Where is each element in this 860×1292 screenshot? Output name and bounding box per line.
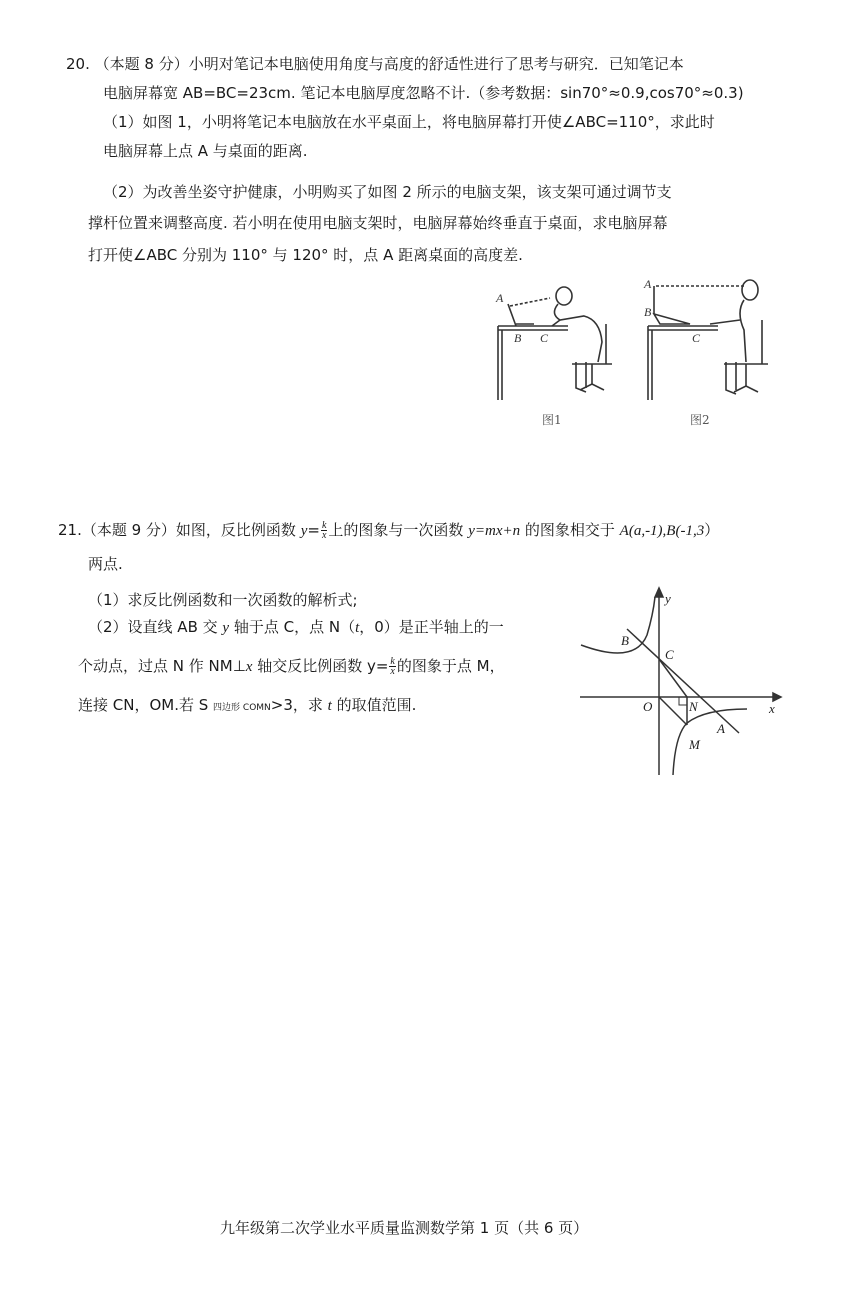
graph-label-n: N [689,699,698,714]
q21-text-b: 上的图象与一次函数 [328,521,469,539]
q21-p2-sub: 四边形 COMN [213,703,271,713]
graph-label-a: A [717,721,725,736]
q21-function-graph [575,585,785,780]
q21-p2-y: y [222,620,230,636]
q21-p2-e: 轴交反比例函数 y= [252,657,389,675]
q21-text-c: 的图象相交于 [520,521,620,539]
q21-line-1 [58,520,719,541]
q21-p2-g: 连接 CN，OM.若 S [78,696,214,714]
q21-part2-line-3 [78,695,416,718]
graph-label-y: y [665,591,671,606]
q21-fraction-k-over-x: $\frac{k}{x}$ [321,520,327,541]
q21-intro-text: 21.（本题 9 分）如图，反比例函数 [58,521,301,539]
q20-part2-line-3: 打开使∠ABC 分别为 110° 与 120° 时，点 A 距离桌面的高度差. [88,246,523,264]
q21-fraction-k-over-x-2: $\frac{k}{x}$ [390,656,395,677]
q21-line-2: 两点. [88,555,123,573]
q20-part2-line-1: （2）为改善坐姿守护健康，小明购买了如图 2 所示的电脑支架，该支架可通过调节支 [103,183,672,201]
q21-p2-d: 个动点，过点 N 作 NM⊥ [78,657,246,675]
graph-label-c: C [665,647,674,662]
q21-points: A(a,-1),B(-1,3 [619,523,705,539]
q21-p2-f: 的图象于点 M， [396,657,505,675]
q20-part1-line-2: 电脑屏幕上点 A 与桌面的距离. [103,142,308,160]
q21-p2-x: x [245,659,253,675]
q21-p2-i: 的取值范围. [331,696,417,714]
q21-linear-fn: y=mx+n [468,523,521,539]
q20-part2-line-2: 撑杆位置来调整高度. 若小明在使用电脑支架时，电脑屏幕始终垂直于桌面，求电脑屏幕 [88,214,668,232]
q21-part2-line-1 [88,617,504,638]
q21-part2-line-2 [78,656,505,677]
figure-1-laptop-desk [490,280,630,430]
fig2-label-c: C [692,331,701,345]
fig1-label-c: C [540,331,549,345]
q21-var-y: y [300,523,308,539]
fig2-label-a: A [644,277,652,291]
q21-equals: = [307,521,320,539]
graph-label-b: B [621,633,629,648]
fig1-caption: 图1 [542,413,562,427]
graph-label-m: M [689,737,700,752]
fig1-label-a: A [496,291,504,305]
q21-p2-t: t [355,620,360,636]
q20-part1-line-1: （1）如图 1，小明将笔记本电脑放在水平桌面上，将电脑屏幕打开使∠ABC=110°，求此时 [103,113,715,131]
q21-p2-a: （2）设直线 AB 交 [88,618,223,636]
fig2-label-b: B [644,305,652,319]
q21-part1: （1）求反比例函数和一次函数的解析式; [88,591,358,609]
fig2-caption: 图2 [690,413,710,427]
figure-2-laptop-stand [640,270,780,430]
graph-label-x: x [769,701,775,716]
q21-text-d: ） [704,521,720,539]
graph-label-o: O [643,699,653,714]
q21-p2-t2: t [327,698,332,714]
q21-p2-c: ，0）是正半轴上的一 [359,618,504,636]
q21-p2-b: 轴于点 C，点 N（ [229,618,356,636]
q21-p2-h: >3，求 [270,696,328,714]
q20-line-1: 20. （本题 8 分）小明对笔记本电脑使用角度与高度的舒适性进行了思考与研究．已知笔记本 [66,55,684,73]
page-footer: 九年级第二次学业水平质量监测数学第 1 页（共 6 页） [220,1219,589,1237]
fig1-label-b: B [514,331,522,345]
q20-line-2: 电脑屏幕宽 AB=BC=23cm. 笔记本电脑厚度忽略不计.（参考数据：sin70°≈0.9,cos70°≈0.3) [103,84,744,102]
